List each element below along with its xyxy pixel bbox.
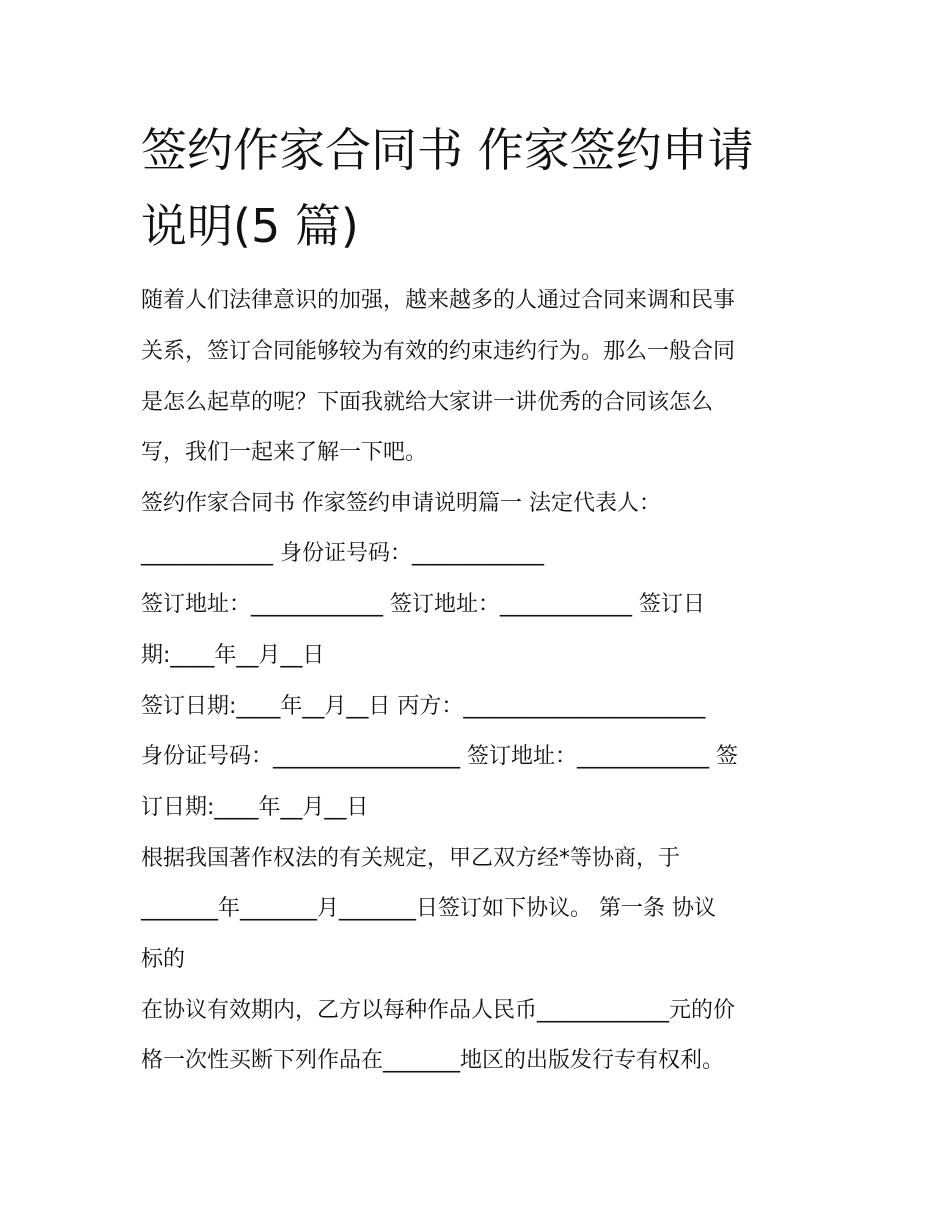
paragraph-line-4: 写，我们一起来了解一下吧。 [141, 440, 428, 465]
paragraph-line-15: 在协议有效期内，乙方以每种作品人民币____________元的价 [141, 998, 736, 1023]
document-title-line-2: 说明(5 篇) [141, 199, 359, 253]
paragraph-line-16: 格一次性买断下列作品在_______地区的出版发行专有权利。 [141, 1048, 725, 1073]
paragraph-line-13: _______年_______月_______日签订如下协议。 第一条 协议 [141, 896, 716, 921]
paragraph-line-5: 签约作家合同书 作家签约申请说明篇一 法定代表人： [141, 491, 661, 516]
document-title [141, 112, 821, 264]
paragraph-line-1: 随着人们法律意识的加强，越来越多的人通过合同来调和民事 [141, 288, 736, 313]
paragraph-line-10: 身份证号码：_________________ 签订地址：____________ 签 [141, 744, 738, 769]
paragraph-line-11: 订日期:____年__月__日 [141, 795, 369, 820]
paragraph-line-2: 关系，签订合同能够较为有效的约束违约行为。那么一般合同 [141, 339, 736, 364]
paragraph-line-12: 根据我国著作权法的有关规定，甲乙双方经*等协商，于 [141, 846, 681, 871]
paragraph-line-9: 签订日期:____年__月__日 丙方：______________________ [141, 694, 706, 719]
document-title-line-1: 签约作家合同书 作家签约申请 [141, 123, 754, 177]
paragraph-line-3: 是怎么起草的呢？下面我就给大家讲一讲优秀的合同该怎么 [141, 390, 714, 415]
paragraph-line-14: 标的 [141, 947, 186, 972]
paragraph-line-7: 签订地址：____________ 签订地址：____________ 签订日 [141, 592, 705, 617]
paragraph-line-6: ____________ 身份证号码：____________ [141, 541, 544, 566]
paragraph-line-8: 期:____年__月__日 [141, 643, 325, 668]
